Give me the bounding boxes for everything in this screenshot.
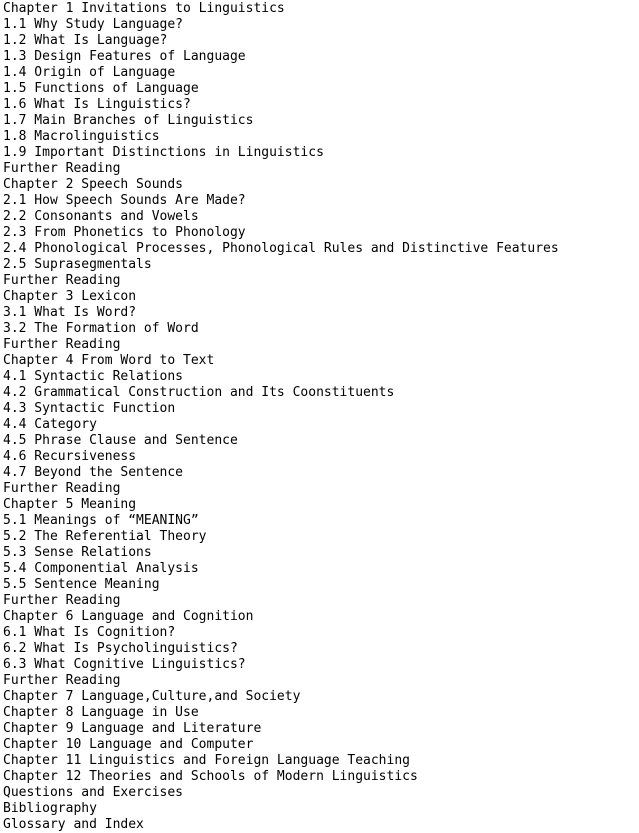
- toc-line: Chapter 6 Language and Cognition: [3, 609, 254, 624]
- toc-line: Chapter 1 Invitations to Linguistics: [3, 1, 285, 16]
- toc-line: Chapter 10 Language and Computer: [3, 737, 254, 752]
- toc-line: 6.1 What Is Cognition?: [3, 625, 176, 640]
- toc-line: Chapter 11 Linguistics and Foreign Language Teaching: [3, 753, 410, 768]
- toc-line: 1.9 Important Distinctions in Linguistics: [3, 145, 324, 160]
- toc-line: Further Reading: [3, 481, 121, 496]
- toc-line: 4.7 Beyond the Sentence: [3, 465, 184, 480]
- toc-line: Questions and Exercises: [3, 785, 184, 800]
- toc-line: 1.2 What Is Language?: [3, 33, 168, 48]
- toc-line: 1.6 What Is Linguistics?: [3, 97, 191, 112]
- toc-line: 2.2 Consonants and Vowels: [3, 209, 199, 224]
- toc-line: 3.2 The Formation of Word: [3, 321, 199, 336]
- toc-line: Chapter 12 Theories and Schools of Modern Linguistics: [3, 769, 418, 784]
- toc-line: Chapter 4 From Word to Text: [3, 353, 215, 368]
- toc-line: 3.1 What Is Word?: [3, 305, 137, 320]
- toc-line: 4.5 Phrase Clause and Sentence: [3, 433, 238, 448]
- toc-line: Further Reading: [3, 337, 121, 352]
- toc-line: 5.4 Componential Analysis: [3, 561, 199, 576]
- toc-line: Further Reading: [3, 161, 121, 176]
- toc-line: Chapter 7 Language,Culture,and Society: [3, 689, 301, 704]
- toc-line: 1.1 Why Study Language?: [3, 17, 184, 32]
- toc-line: Chapter 9 Language and Literature: [3, 721, 262, 736]
- toc-line: Chapter 5 Meaning: [3, 497, 137, 512]
- toc-line: Further Reading: [3, 673, 121, 688]
- toc-line: 1.7 Main Branches of Linguistics: [3, 113, 254, 128]
- toc-line: 4.6 Recursiveness: [3, 449, 137, 464]
- toc-line: Bibliography: [3, 801, 97, 816]
- toc-line: 6.2 What Is Psycholinguistics?: [3, 641, 238, 656]
- toc-line: 5.1 Meanings of “MEANING”: [3, 513, 199, 528]
- toc-line: 1.4 Origin of Language: [3, 65, 176, 80]
- toc-line: 4.4 Category: [3, 417, 97, 432]
- toc-line: Further Reading: [3, 593, 121, 608]
- toc-line: 2.4 Phonological Processes, Phonological Rules and Distinctive Features: [3, 241, 559, 256]
- toc-line: Further Reading: [3, 273, 121, 288]
- toc-line: 4.3 Syntactic Function: [3, 401, 176, 416]
- toc-line: 4.1 Syntactic Relations: [3, 369, 184, 384]
- toc-line: Glossary and Index: [3, 817, 144, 832]
- toc-line: 2.1 How Speech Sounds Are Made?: [3, 193, 246, 208]
- toc-line: 4.2 Grammatical Construction and Its Coonstituents: [3, 385, 395, 400]
- toc-line: 5.5 Sentence Meaning: [3, 577, 160, 592]
- toc-line: 1.5 Functions of Language: [3, 81, 199, 96]
- toc-line: 1.3 Design Features of Language: [3, 49, 246, 64]
- toc-line: 1.8 Macrolinguistics: [3, 129, 160, 144]
- toc-line: 2.3 From Phonetics to Phonology: [3, 225, 246, 240]
- toc-line: Chapter 3 Lexicon: [3, 289, 137, 304]
- toc-line: 2.5 Suprasegmentals: [3, 257, 152, 272]
- toc-line: Chapter 2 Speech Sounds: [3, 177, 184, 192]
- toc-line: 6.3 What Cognitive Linguistics?: [3, 657, 246, 672]
- toc-line: 5.3 Sense Relations: [3, 545, 152, 560]
- toc-line: 5.2 The Referential Theory: [3, 529, 207, 544]
- toc-line: Chapter 8 Language in Use: [3, 705, 199, 720]
